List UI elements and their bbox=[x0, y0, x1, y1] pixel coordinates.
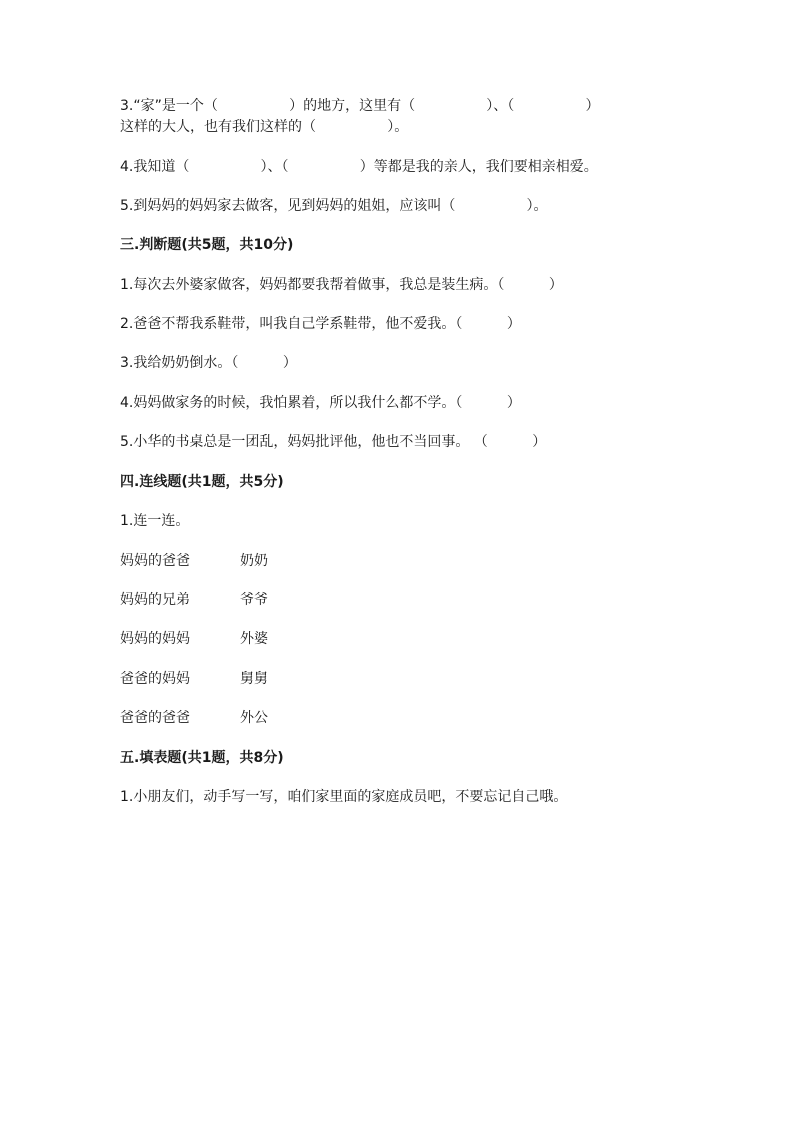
match-left-item-2: 妈妈的兄弟 bbox=[120, 592, 190, 608]
match-left-item-4: 爸爸的妈妈 bbox=[120, 671, 190, 687]
match-right-item-1: 奶奶 bbox=[240, 553, 268, 569]
match-right-item-4: 舅舅 bbox=[240, 671, 268, 687]
table-question: 1.小朋友们，动手写一写，咱们家里面的家庭成员吧，不要忘记自己哦。 bbox=[120, 789, 568, 805]
match-left-item-3: 妈妈的妈妈 bbox=[120, 631, 190, 647]
match-left-item-5: 爸爸的爸爸 bbox=[120, 710, 190, 726]
judge-item-4: 4.妈妈做家务的时候，我怕累着，所以我什么都不学。（ ） bbox=[120, 395, 521, 411]
fill-question-3-line-2: 这样的大人，也有我们这样的（ ）。 bbox=[120, 119, 409, 135]
judge-item-3: 3.我给奶奶倒水。（ ） bbox=[120, 355, 297, 371]
match-section-title: 四.连线题(共1题，共5分) bbox=[120, 474, 284, 490]
judge-item-1: 1.每次去外婆家做客，妈妈都要我帮着做事，我总是装生病。（ ） bbox=[120, 277, 563, 293]
judge-item-2: 2.爸爸不帮我系鞋带，叫我自己学系鞋带，他不爱我。（ ） bbox=[120, 316, 521, 332]
fill-question-4: 4.我知道（ ）、（ ）等都是我的亲人，我们要相亲相爱。 bbox=[120, 159, 598, 175]
match-question: 1.连一连。 bbox=[120, 513, 190, 529]
match-right-item-5: 外公 bbox=[240, 710, 268, 726]
match-left-item-1: 妈妈的爸爸 bbox=[120, 553, 190, 569]
match-right-item-2: 爷爷 bbox=[240, 592, 268, 608]
match-right-item-3: 外婆 bbox=[240, 631, 268, 647]
judge-section-title: 三.判断题(共5题，共10分) bbox=[120, 237, 294, 253]
fill-question-3-line-1: 3.“家”是一个（ ）的地方，这里有（ ）、（ ） bbox=[120, 98, 600, 114]
judge-item-5: 5.小华的书桌总是一团乱，妈妈批评他，他也不当回事。 （ ） bbox=[120, 434, 547, 450]
table-section-title: 五.填表题(共1题，共8分) bbox=[120, 750, 284, 766]
fill-question-5: 5.到妈妈的妈妈家去做客，见到妈妈的姐姐，应该叫（ ）。 bbox=[120, 198, 548, 214]
